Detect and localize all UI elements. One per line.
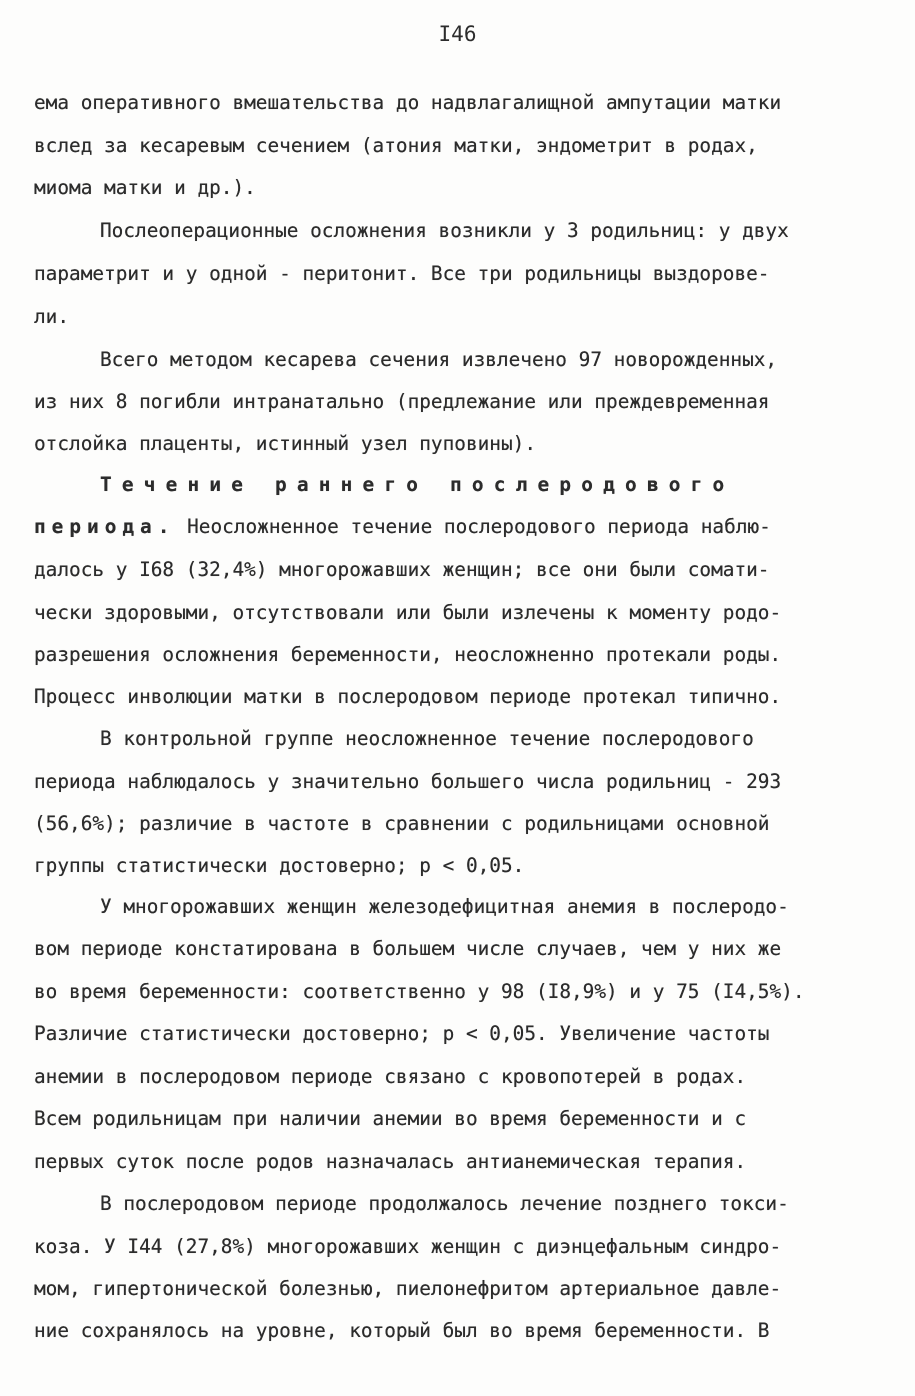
text-line: ема оперативного вмешательства до надвлагалищной ампутации матки: [34, 91, 782, 114]
section-heading: Течение раннего послеродового: [100, 473, 735, 496]
text-line: Процесс инволюции матки в послеродовом периоде протекал типично.: [34, 685, 782, 708]
text-line: чески здоровыми, отсутствовали или были излечены к моменту родо-: [34, 601, 782, 624]
text-line: Различие статистически достоверно; р < 0,05. Увеличение частоты: [34, 1022, 770, 1045]
paragraph-first-line: У многорожавших женщин железодефицитная анемия в послеродо-: [100, 895, 789, 918]
text-line: вслед за кесаревым сечением (атония матки, эндометрит в родах,: [34, 134, 758, 157]
text-line: ли.: [34, 305, 70, 328]
text-line: периода наблюдалось у значительно большего числа родильниц - 293: [34, 770, 782, 793]
section-heading-tail: периода.: [34, 515, 176, 538]
text-line: вом периоде констатирована в большем числе случаев, чем у них же: [34, 937, 782, 960]
text-line: Всем родильницам при наличии анемии во время беременности и с: [34, 1107, 747, 1130]
text-line: далось у I68 (32,4%) многорожавших женщин; все они были сомати-: [34, 558, 770, 581]
section-heading-continuation: [34, 515, 771, 539]
text-line: отслойка плаценты, истинный узел пуповины).: [34, 432, 536, 455]
text-line: разрешения осложнения беременности, неосложненно протекали роды.: [34, 643, 782, 666]
page-number: I46: [438, 22, 477, 46]
text-line: анемии в послеродовом периоде связано с кровопотерей в родах.: [34, 1065, 747, 1088]
text-line: коза. У I44 (27,8%) многорожавших женщин с диэнцефальным синдро-: [34, 1235, 782, 1258]
paragraph-first-line: Всего методом кесарева сечения извлечено 97 новорожденных,: [100, 348, 778, 371]
text-line: миома матки и др.).: [34, 176, 256, 199]
text-line: из них 8 погибли интранатально (предлежание или преждевременная: [34, 390, 770, 413]
paragraph-first-line: Послеоперационные осложнения возникли у 3 родильниц: у двух: [100, 219, 789, 242]
text-line: во время беременности: соответственно у 98 (I8,9%) и у 75 (I4,5%).: [34, 980, 805, 1003]
paragraph-first-line: В послеродовом периоде продолжалось лечение позднего токси-: [100, 1192, 789, 1215]
paragraph-first-line: В контрольной группе неосложненное течение послеродового: [100, 727, 754, 750]
text-line-tail: Неосложненное течение послеродового периода наблю-: [187, 515, 771, 538]
text-line: группы статистически достоверно; р < 0,05.: [34, 854, 525, 877]
text-line: ние сохранялось на уровне, который был во время беременности. В: [34, 1319, 770, 1342]
text-line: первых суток после родов назначалась антианемическая терапия.: [34, 1150, 747, 1173]
text-line: (56,6%); различие в частоте в сравнении с родильницами основной: [34, 812, 770, 835]
text-line: мом, гипертонической болезнью, пиелонефритом артериальное давле-: [34, 1277, 782, 1300]
text-line: параметрит и у одной - перитонит. Все три родильницы выздорове-: [34, 262, 770, 285]
